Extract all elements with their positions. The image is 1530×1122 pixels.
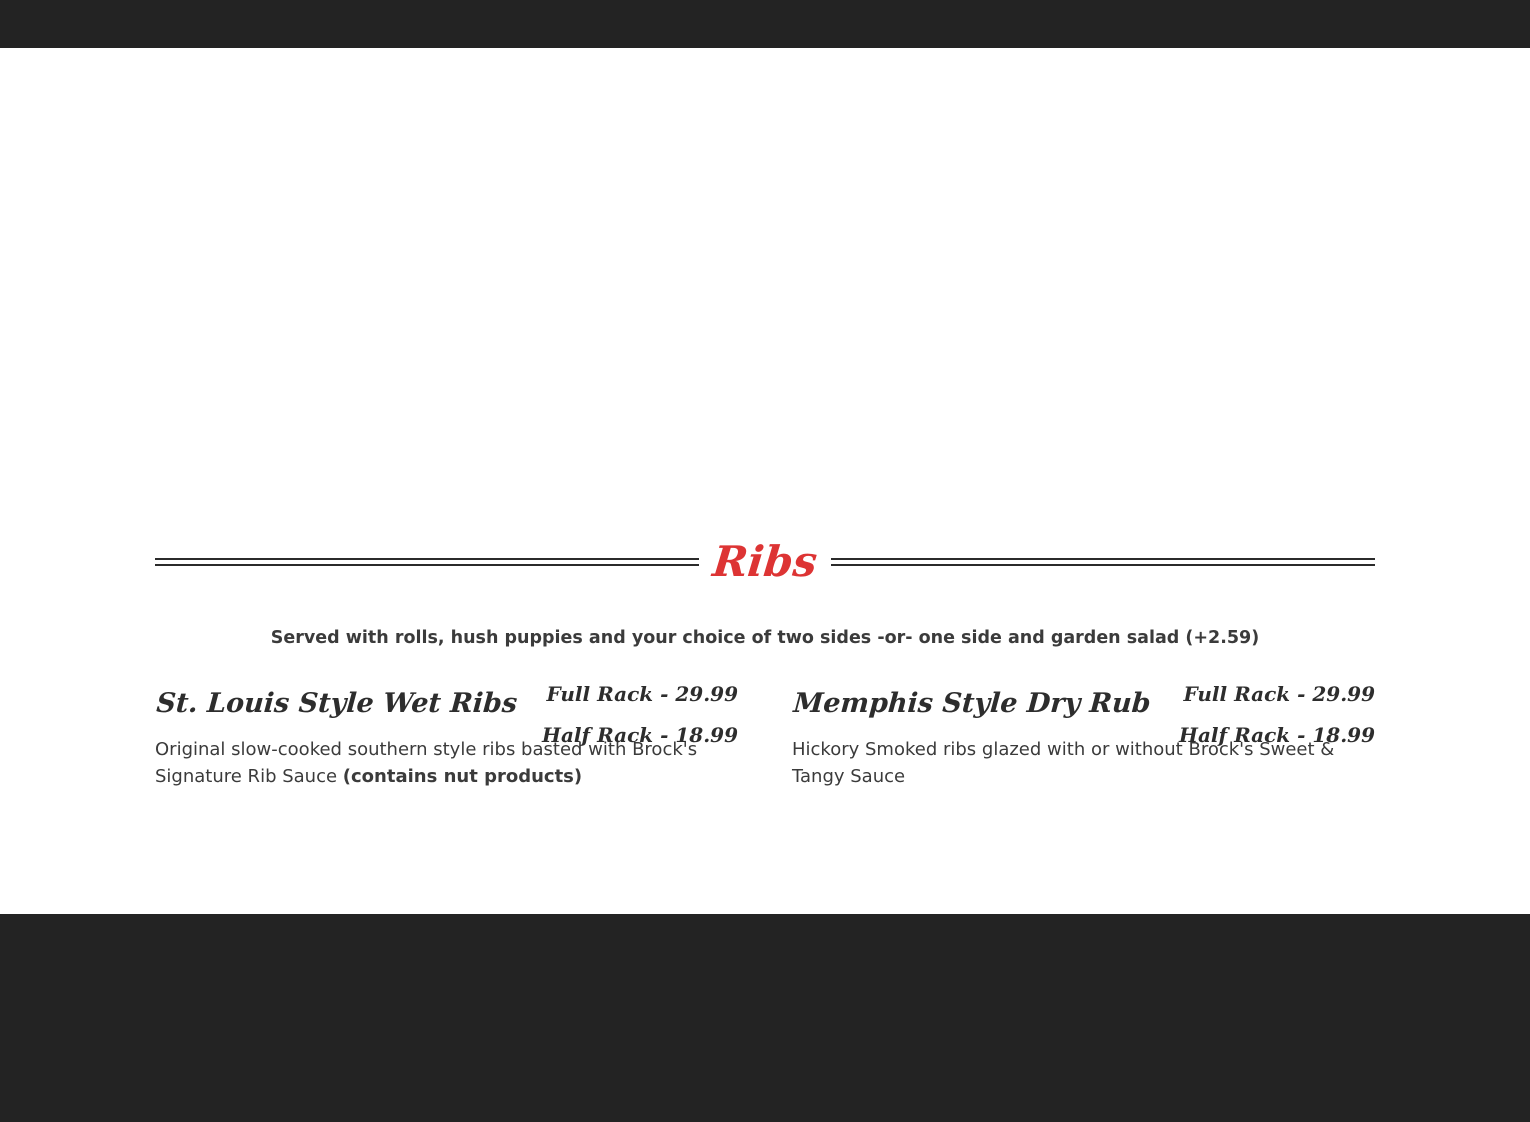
menu-item-memphis-dry-rub <box>792 684 1375 790</box>
description-text: Hickory Smoked ribs glazed with or without Brock's Sweet & Tangy Sauce <box>792 739 1335 787</box>
footer-bar <box>0 914 1530 1122</box>
menu-item-name: St. Louis Style Wet Ribs <box>155 688 519 719</box>
price-full-rack: Full Rack - 29.99 <box>1183 682 1375 706</box>
menu-section-ribs <box>155 536 1375 790</box>
section-title: Ribs <box>710 537 820 586</box>
price-full-rack: Full Rack - 29.99 <box>546 682 738 706</box>
menu-grid <box>155 684 1375 790</box>
divider-line-right <box>831 558 1375 566</box>
allergen-note: (contains nut products) <box>342 766 583 787</box>
menu-item-name: Memphis Style Dry Rub <box>792 688 1152 719</box>
section-divider <box>155 536 1375 588</box>
header-bar <box>0 0 1530 48</box>
description-text: Original slow-cooked southern style ribs basted with Brock's Signature Rib Sauce <box>155 739 698 787</box>
menu-item-prices <box>542 674 738 756</box>
menu-page <box>0 48 1530 914</box>
menu-item-st-louis-ribs <box>155 684 738 790</box>
divider-line-left <box>155 558 699 566</box>
section-subtitle: Served with rolls, hush puppies and your choice of two sides -or- one side and garden salad (+2.59) <box>270 628 1260 648</box>
price-half-rack: Half Rack - 18.99 <box>542 723 738 747</box>
price-half-rack: Half Rack - 18.99 <box>1179 723 1375 747</box>
menu-item-prices <box>1179 674 1375 756</box>
